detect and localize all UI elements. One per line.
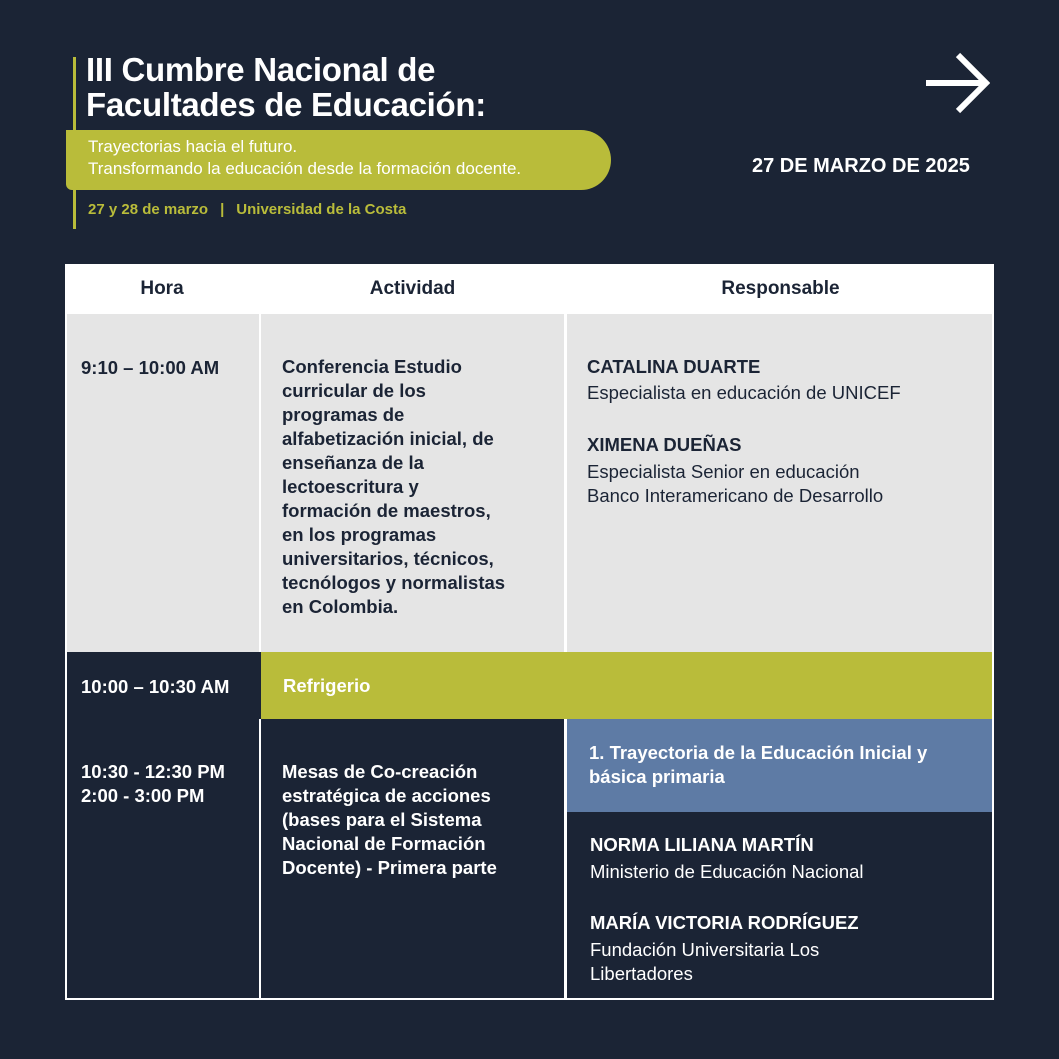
- column-divider: [259, 314, 261, 652]
- subtitle-line-2: Transformando la educación desde la formación docente.: [88, 159, 522, 178]
- row1-activity-line: tecnólogos y normalistas: [282, 572, 506, 593]
- row3-activity: [282, 760, 497, 880]
- row3-activity-line: Mesas de Co-creación: [282, 761, 478, 782]
- column-header-responsable: Responsable: [721, 278, 840, 299]
- row3-time-line: 2:00 - 3:00 PM: [81, 785, 205, 806]
- row3-activity-line: Nacional de Formación: [282, 833, 486, 854]
- row1-activity-line: curricular de los: [282, 380, 426, 401]
- track-title-line: básica primaria: [589, 766, 725, 787]
- event-dates: 27 y 28 de marzo: [88, 201, 209, 218]
- row2-activity: Refrigerio: [283, 675, 371, 696]
- table-border-left: [65, 314, 67, 1000]
- table-border-bottom: [65, 998, 994, 1000]
- row1-activity-cell: [261, 314, 564, 652]
- arrow-right-icon[interactable]: [924, 52, 990, 114]
- row1-time: 9:10 – 10:00 AM: [81, 357, 220, 378]
- row1-responsable-cell: [567, 314, 994, 652]
- row3-activity-line: (bases para el Sistema: [282, 809, 482, 830]
- row3-activity-line: estratégica de acciones: [282, 785, 491, 806]
- event-venue: Universidad de la Costa: [236, 201, 407, 218]
- column-header-hora: Hora: [140, 278, 184, 299]
- track-banner: [567, 719, 994, 812]
- row1-activity-line: en los programas: [282, 524, 437, 545]
- row2-time: 10:00 – 10:30 AM: [81, 676, 230, 697]
- row1-activity-line: en Colombia.: [282, 596, 399, 617]
- row1-person2-role-line: Especialista Senior en educación: [587, 461, 860, 482]
- row1-activity-line: formación de maestros,: [282, 500, 491, 521]
- row1-activity-line: Conferencia Estudio: [282, 356, 462, 377]
- column-divider: [259, 719, 261, 1000]
- column-header-actividad: Actividad: [369, 278, 456, 299]
- page-title: [86, 52, 486, 122]
- row1-activity-line: universitarios, técnicos,: [282, 548, 494, 569]
- row1-activity-line: programas de: [282, 404, 405, 425]
- row3-person2-role-line: Fundación Universitaria Los: [590, 939, 820, 960]
- row1-activity-line: enseñanza de la: [282, 452, 424, 473]
- table-border-right: [992, 264, 994, 1000]
- event-date: 27 DE MARZO DE 2025: [752, 155, 970, 177]
- row1-time-cell: [65, 314, 259, 652]
- refrigerio-bar: [261, 652, 994, 719]
- row3-person2-name: MARÍA VICTORIA RODRÍGUEZ: [590, 912, 859, 933]
- event-meta: [88, 201, 406, 218]
- meta-separator: |: [220, 201, 225, 218]
- track-title: [589, 741, 927, 789]
- row3-activity-line: Docente) - Primera parte: [282, 857, 497, 878]
- schedule-table: [65, 264, 994, 1000]
- column-divider: [564, 719, 567, 1000]
- row1-person2-role: [587, 460, 883, 508]
- row3-person2-role-line: Libertadores: [590, 963, 693, 984]
- row3-time-line: 10:30 - 12:30 PM: [81, 761, 225, 782]
- row1-person2-role-line: Banco Interamericano de Desarrollo: [587, 485, 884, 506]
- subtitle-line-1: Trayectorias hacia el futuro.: [88, 137, 298, 156]
- title-line-2: Facultades de Educación:: [86, 86, 486, 123]
- row3-person1-role: Ministerio de Educación Nacional: [590, 861, 864, 882]
- row1-person1-role: Especialista en educación de UNICEF: [587, 382, 901, 403]
- title-line-1: III Cumbre Nacional de: [86, 51, 436, 88]
- column-divider: [564, 314, 567, 652]
- row1-person1-name: CATALINA DUARTE: [587, 356, 761, 377]
- subtitle-banner: [66, 130, 611, 190]
- track-title-line: 1. Trayectoria de la Educación Inicial y: [589, 742, 928, 763]
- row1-person2-name: XIMENA DUEÑAS: [587, 434, 742, 455]
- row1-activity: [282, 355, 505, 619]
- row1-activity-line: lectoescritura y: [282, 476, 419, 497]
- row3-person1-name: NORMA LILIANA MARTÍN: [590, 834, 814, 855]
- row1-activity-line: alfabetización inicial, de: [282, 428, 494, 449]
- row3-time: [81, 760, 225, 808]
- row3-person2-role: [590, 938, 819, 986]
